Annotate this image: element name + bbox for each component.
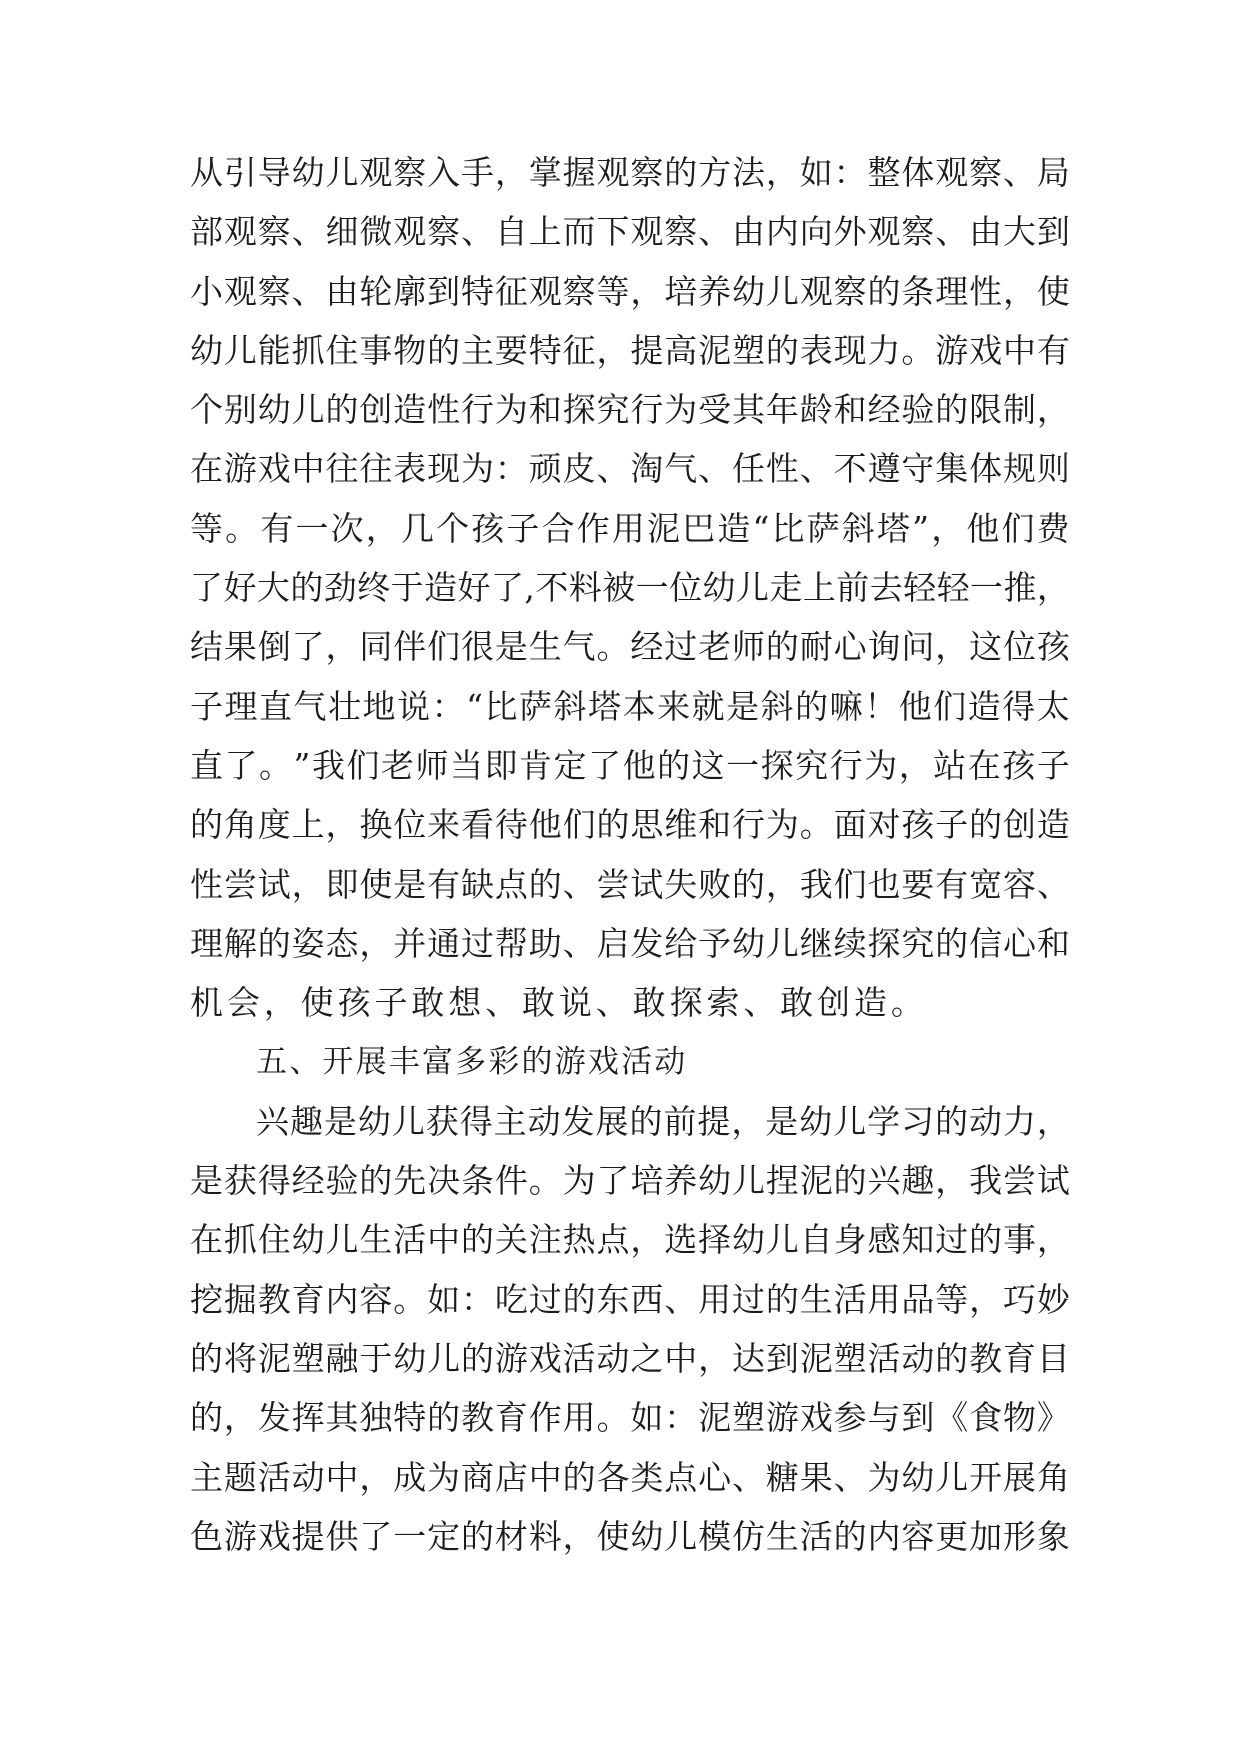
text-line: 色 游 戏 提 供 了 一 定 的 材 料 ， 使 幼 儿 模 仿 生 活 的 内 容 更 加 形 象 [190, 1516, 1070, 1556]
text-line: 理 解 的 姿 态 ， 并 通 过 帮 助 、 启 发 给 予 幼 儿 继 续 探 究 的 信 心 和 [190, 923, 1070, 963]
body-text [190, 154, 1070, 1577]
text-line: 挖 掘 教 育 内 容 。 如 ： 吃 过 的 东 西 、 用 过 的 生 活 用 品 等 ， 巧 妙 [190, 1279, 1070, 1319]
text-line: 从 引 导 幼 儿 观 察 入 手 ， 掌 握 观 察 的 方 法 ， 如 ： 整 体 观 察 、 局 [190, 153, 1070, 192]
text-line: 在 抓 住 幼 儿 生 活 中 的 关 注 热 点 ， 选 择 幼 儿 自 身 感 知 过 的 事 ， [190, 1220, 1070, 1260]
section-heading: 五 、 开 展 丰 富 多 彩 的 游 戏 活 动 [256, 1044, 686, 1081]
text-line: 结 果 倒 了 ， 同 伴 们 很 是 生 气 。 经 过 老 师 的 耐 心 询 问 ， 这 位 孩 [190, 627, 1070, 667]
text-line: 部 观 察 、 细 微 观 察 、 自 上 而 下 观 察 、 由 内 向 外 观 察 、 由 大 到 [190, 212, 1070, 252]
text-line: 了 好 大 的 劲 终 于 造 好 了 , 不 料 被 一 位 幼 儿 走 上 前 去 轻 轻 一 推 ， [190, 568, 1070, 608]
text-line: 的 将 泥 塑 融 于 幼 儿 的 游 戏 活 动 之 中 ， 达 到 泥 塑 活 动 的 教 育 目 [190, 1338, 1070, 1378]
text-line: 的 角 度 上 ， 换 位 来 看 待 他 们 的 思 维 和 行 为 。 面 对 孩 子 的 创 造 [190, 805, 1070, 845]
text-line: 在 游 戏 中 往 往 表 现 为 ： 顽 皮 、 淘 气 、 任 性 、 不 遵 守 集 体 规 则 [190, 449, 1070, 489]
text-line: 个 别 幼 儿 的 创 造 性 行 为 和 探 究 行 为 受 其 年 龄 和 经 验 的 限 制 ， [190, 390, 1070, 430]
text-line: 兴 趣 是 幼 儿 获 得 主 动 发 展 的 前 提 ， 是 幼 儿 学 习 的 动 力 ， [256, 1101, 1070, 1141]
text-line: 等 。 有 一 次 ， 几 个 孩 子 合 作 用 泥 巴 造 “ 比 萨 斜 塔 ” ， 他 们 费 [190, 508, 1070, 548]
text-line: 的 ， 发 挥 其 独 特 的 教 育 作 用 。 如 ： 泥 塑 游 戏 参 与 到 《 食 物 》 [190, 1398, 1070, 1438]
text-line: 主 题 活 动 中 ， 成 为 商 店 中 的 各 类 点 心 、 糖 果 、 为 幼 儿 开 展 角 [190, 1457, 1070, 1497]
text-line: 机 会 ， 使 孩 子 敢 想 、 敢 说 、 敢 探 索 、 敢 创 造 。 [190, 983, 924, 1023]
text-line: 小 观 察 、 由 轮 廓 到 特 征 观 察 等 ， 培 养 幼 儿 观 察 的 条 理 性 ， 使 [190, 271, 1070, 311]
text-line: 是 获 得 经 验 的 先 决 条 件 。 为 了 培 养 幼 儿 捏 泥 的 兴 趣 ， 我 尝 试 [190, 1161, 1070, 1201]
text-line: 子 理 直 气 壮 地 说 ： “ 比 萨 斜 塔 本 来 就 是 斜 的 嘛 ！ 他 们 造 得 太 [190, 686, 1070, 726]
text-line: 性 尝 试 ， 即 使 是 有 缺 点 的 、 尝 试 失 败 的 ， 我 们 也 要 有 宽 容 、 [190, 864, 1070, 904]
text-line: 幼 儿 能 抓 住 事 物 的 主 要 特 征 ， 提 高 泥 塑 的 表 现 力 。 游 戏 中 有 [190, 330, 1070, 370]
text-line: 直 了 。 ” 我 们 老 师 当 即 肯 定 了 他 的 这 一 探 究 行 为 ， 站 在 孩 子 [190, 745, 1070, 785]
